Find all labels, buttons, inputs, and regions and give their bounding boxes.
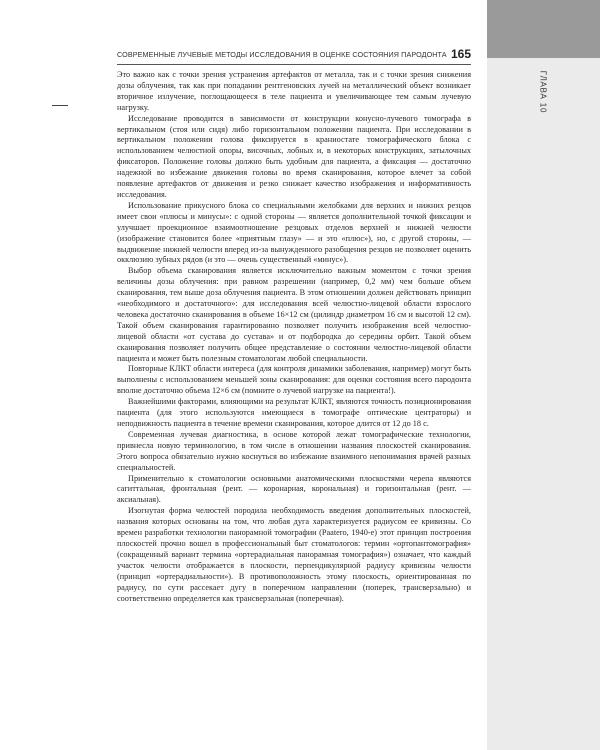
paragraph: Изогнутая форма челюстей породила необходимость введения дополнительных плоскостей, названия которых основаны на том, что любая дуга характеризуется радиусом ее кривизны. Со времен разработки технологии панорамной томографии (Paatero, 1940-е) этот принцип построения плоскостей прочно вошел в профессиональный быт стоматологов: термин «ортопантомография» (сокращенный вариант термина «ортерадиальная панорамная томография») означает, что каждый участок челюсти отображается в плоскости, перпендикулярной радиусу кривизны челюсти (принцип «ортерадиальности»). В противоположность этому плоскость, ориентированная по радиусу, по сути рассекает дугу в поперечном направлении (поперек, трансверзально) и соответственно определяется как трансверзальная (поперечная).	[117, 506, 471, 603]
paragraph: Важнейшими факторами, влияющими на результат КЛКТ, являются точность позиционирования пациента (для этого используются имеющиеся в томографе оптические центраторы) и неподвижность пациента в течение времени сканирования, которое длится от 12 до 18 с.	[117, 397, 471, 428]
paragraph: Повторные КЛКТ области интереса (для контроля динамики заболевания, например) могут быть выполнены с использованием меньшей зоны сканирования: для оценки состояния всего пародонта вполне достаточно объема 12×6 см (помните о лучевой нагрузке на пациента!).	[117, 364, 471, 396]
paragraph: Использование прикусного блока со специальными желобками для верхних и нижних резцов имеет свои «плюсы и минусы»: с одной стороны — является дополнительной точкой фиксации и улучшает проекционное взаимоотношение резцовых отделов верхней и нижней челюсти (изображение становится более «приятным глазу» — и это «плюс»), но, с другой стороны, — выдвижение нижней челюсти вперед из-за вынужденного разобщения резцов не позволяет оценить окклюзию зубных рядов (и это — очень существенный «минус»).	[117, 200, 471, 265]
paragraph: Исследование проводится в зависимости от конструкции конусно-лучевого томографа в вертикальном (стоя или сидя) либо горизонтальном положении пациента. При исследовании в вертикальном положении голова фиксируется в краниостате томографического блока с использованием челюстной опоры, височных, лобных и, в некоторых конструкциях, затылочных фиксаторов. Положение головы должно быть удобным для пациента, а фиксация — достаточно надежной во избежание движения головы во время сканирования, которое влечет за собой появление артефактов от движения и резко снижает качество изображения и информативность исследования.	[117, 113, 471, 199]
chapter-tab-header-block	[487, 0, 600, 58]
running-header-title: СОВРЕМЕННЫЕ ЛУЧЕВЫЕ МЕТОДЫ ИССЛЕДОВАНИЯ В ОЦЕНКЕ СОСТОЯНИЯ ПАРОДОНТА	[117, 50, 447, 59]
page-number: 165	[450, 47, 471, 61]
chapter-label: ГЛАВА 10	[538, 70, 548, 114]
header-divider	[117, 64, 471, 65]
paragraph: Выбор объема сканирования является исключительно важным моментом с точки зрения величины дозы облучения: при равном разрешении (например, 0,2 мм) чем больше объем сканирования, тем выше доза облучения пациента. В этом отношении должен действовать принцип «необходимого и достаточного»: для исследования всей челюстно-лицевой области взрослого человека достаточно сканирования в объеме 16×12 см (цилиндр диаметром 16 см и высотой 12 см). Такой объем сканирования гарантированно позволяет получить изображения всей челюстно-лицевой области «от сустава до сустава» и от подбородка до середины орбит. Такой объем сканирования позволяет получить общее представление о состоянии челюстно-лицевой области пациента и может быть полезным стоматологам любой специальности.	[117, 266, 471, 363]
chapter-side-tab	[487, 0, 600, 750]
paragraph: Современная лучевая диагностика, в основе которой лежат томографические технологии, привнесла новую терминологию, в том числе в отношении названия плоскостей сканирования. Этого вопроса обязательно нужно коснуться во избежание взаимного непонимания врачей разных специальностей.	[117, 429, 471, 472]
running-header	[117, 48, 471, 62]
paragraph: Это важно как с точки зрения устранения артефактов от металла, так и с точки зрения снижения дозы облучения, так как при попадании рентгеновских лучей на металлический объект возникает вторичное излучение, поглощающееся в теле пациента и увеличивающее тем самым лучевую нагрузку.	[117, 70, 471, 112]
paragraph: Применительно к стоматологии основными анатомическими плоскостями черепа являются сагиттальная, фронтальная (рент. — коронарная, корональная) и горизонтальная (рент. — аксиальная).	[117, 473, 471, 505]
body-text	[117, 70, 471, 604]
margin-mark	[52, 105, 68, 106]
